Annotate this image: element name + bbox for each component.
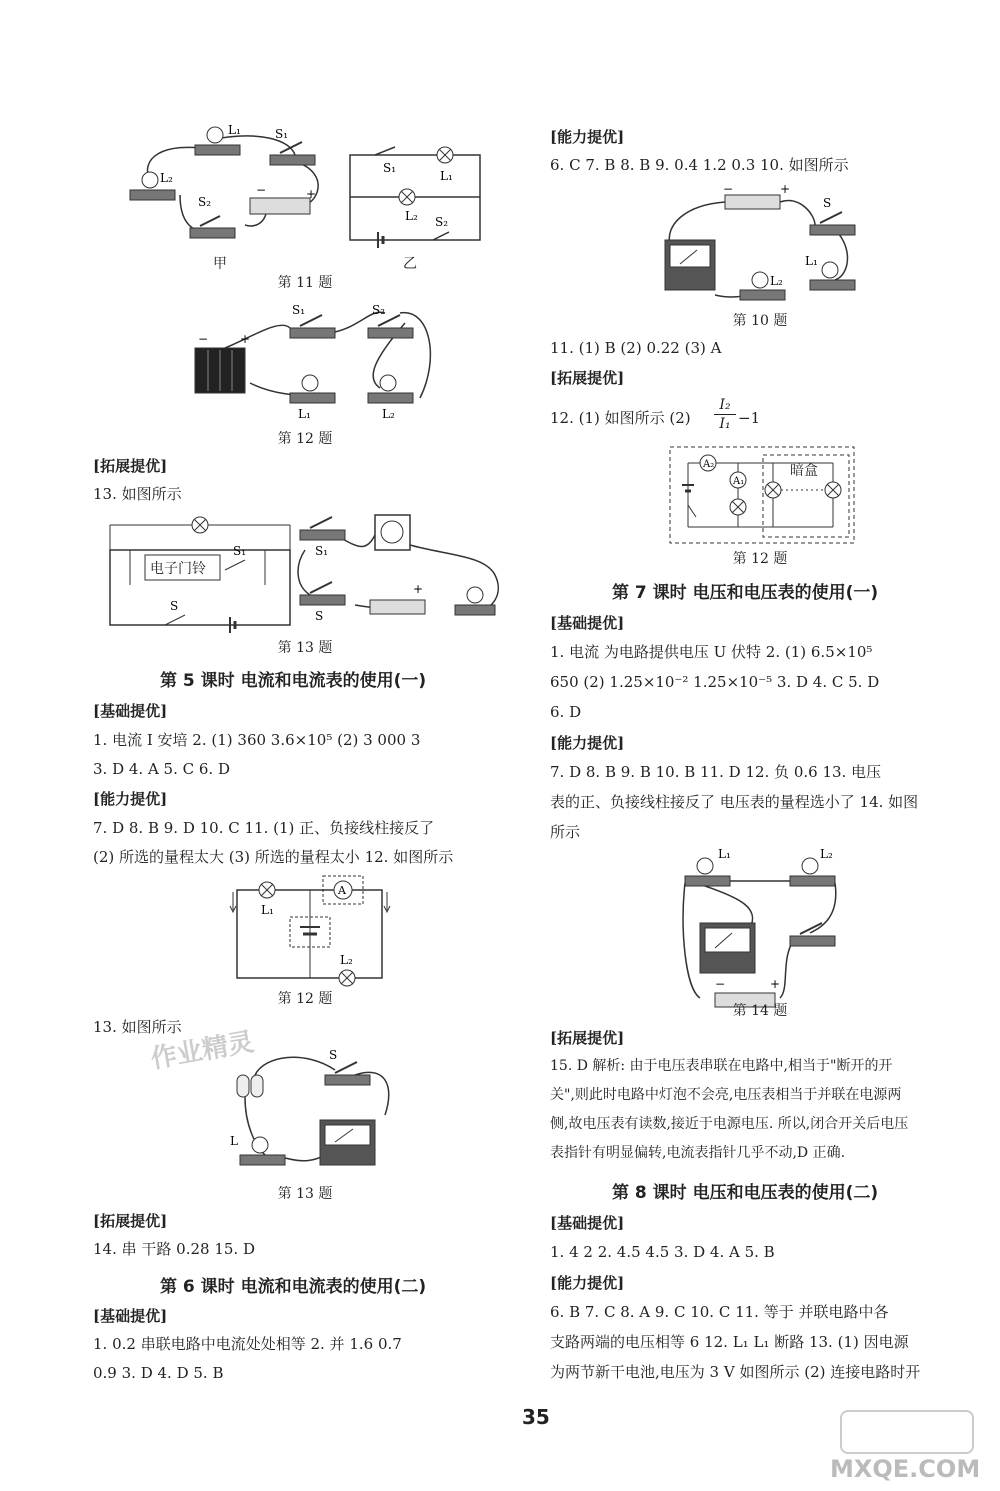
lesson5-title: 第 5 课时 电流和电流表的使用(一)	[160, 671, 427, 691]
l7-line8: 关",则此时电路中灯泡不会亮,电压表相当于并联在电源两	[550, 1087, 902, 1103]
l7-line10: 表指针有明显偏转,电流表指针几乎不动,D 正确.	[550, 1145, 846, 1161]
svg-text:L₁: L₁	[228, 123, 241, 137]
l8-line1: 1. 4 2 2. 4.5 4.5 3. D 4. A 5. B	[550, 1243, 775, 1261]
svg-text:S: S	[315, 609, 324, 623]
tag-ability-r2: [能力提优]	[550, 734, 625, 752]
fig11-yi-label: 乙	[403, 256, 417, 272]
right-line1: 6. C 7. B 8. B 9. 0.4 1.2 0.3 10. 如图所示	[550, 156, 849, 174]
logo-text: MXQE.COM	[830, 1455, 981, 1483]
l5-line3: 7. D 8. B 9. D 10. C 11. (1) 正、负接线柱接反了	[93, 819, 435, 837]
fig12-right-caption: 第 12 题	[732, 551, 788, 567]
l5-line5: 13. 如图所示	[93, 1018, 182, 1036]
tag-ability-r3: [能力提优]	[550, 1274, 625, 1292]
fig13a-pictorial	[295, 505, 505, 630]
logo-badge-icon	[840, 1410, 974, 1454]
svg-text:S₁: S₁	[292, 303, 306, 317]
svg-text:−: −	[198, 332, 209, 346]
fig13b-caption: 第 13 题	[277, 1186, 333, 1202]
tag-extension-r2: [拓展提优]	[550, 1029, 625, 1047]
site-logo	[820, 1410, 990, 1485]
svg-text:S₁: S₁	[233, 544, 247, 558]
svg-text:+: +	[770, 977, 781, 991]
tag-extension-r1: [拓展提优]	[550, 369, 625, 387]
svg-text:L₁: L₁	[440, 169, 453, 183]
l8-line3: 支路两端的电压相等 6 12. L₁ L₁ 断路 13. (1) 因电源	[550, 1333, 909, 1351]
fig13a-caption: 第 13 题	[277, 640, 333, 656]
right-line3: 12. (1) 如图所示 (2)	[550, 409, 691, 427]
l5-line4: (2) 所选的量程太大 (3) 所选的量程太小 12. 如图所示	[93, 848, 454, 866]
fig11-jia-label: 甲	[213, 256, 227, 272]
svg-text:L₂: L₂	[770, 274, 783, 288]
svg-text:L: L	[230, 1134, 238, 1148]
tag-ability-1: [能力提优]	[93, 790, 168, 808]
svg-text:A: A	[338, 884, 346, 897]
svg-text:+: +	[780, 182, 791, 196]
tag-basic-1: [基础提优]	[93, 702, 168, 720]
l6-line2: 0.9 3. D 4. D 5. B	[93, 1364, 224, 1382]
svg-text:A₁: A₁	[733, 476, 745, 487]
l7-line1: 1. 电流 为电路提供电压 U 伏特 2. (1) 6.5×10⁵	[550, 643, 873, 661]
fraction-tail: −1	[738, 409, 761, 427]
fig12a-diagram	[190, 298, 450, 421]
svg-text:S: S	[329, 1048, 338, 1062]
doorbell-label: 电子门铃	[150, 561, 206, 577]
right-line2: 11. (1) B (2) 0.22 (3) A	[550, 339, 722, 357]
tag-basic-r2: [基础提优]	[550, 1214, 625, 1232]
l7-line3: 6. D	[550, 703, 582, 721]
svg-text:S: S	[170, 599, 179, 613]
lesson8-title: 第 8 课时 电压和电压表的使用(二)	[612, 1183, 879, 1203]
svg-text:S₁: S₁	[315, 544, 329, 558]
tag-basic-r1: [基础提优]	[550, 614, 625, 632]
fig10-caption: 第 10 题	[732, 313, 788, 329]
svg-text:+: +	[306, 187, 317, 201]
fig14-caption: 第 14 题	[732, 1003, 788, 1019]
svg-text:L₂: L₂	[820, 847, 833, 861]
tag-extension-1: [拓展提优]	[93, 457, 168, 475]
fig12a-caption: 第 12 题	[277, 431, 333, 447]
fig12b-schematic	[225, 872, 395, 982]
l7-line7: 15. D 解析: 由于电压表串联在电路中,相当于"断开的开	[550, 1058, 893, 1074]
fig12b-caption: 第 12 题	[277, 991, 333, 1007]
tag-basic-2: [基础提优]	[93, 1307, 168, 1325]
watermark-1: 作业精灵	[148, 1027, 257, 1075]
svg-text:S₂: S₂	[435, 215, 449, 229]
fraction	[714, 396, 736, 433]
svg-text:A₂: A₂	[703, 459, 715, 470]
fig11-yi-diagram	[345, 150, 485, 245]
l7-line5: 表的正、负接线柱接反了 电压表的量程选小了 14. 如图	[550, 793, 919, 811]
l7-line4: 7. D 8. B 9. B 10. B 11. D 12. 负 0.6 13. 电压	[550, 763, 882, 781]
fraction-denominator: I₁	[719, 416, 731, 432]
svg-text:L₂: L₂	[160, 171, 173, 185]
svg-text:S₁: S₁	[275, 127, 289, 141]
lesson7-title: 第 7 课时 电压和电压表的使用(一)	[612, 583, 879, 603]
l7-line2: 650 (2) 1.25×10⁻² 1.25×10⁻⁵ 3. D 4. C 5. D	[550, 673, 880, 691]
svg-text:−: −	[256, 183, 267, 197]
svg-text:L₁: L₁	[718, 847, 731, 861]
svg-text:L₂: L₂	[340, 953, 353, 967]
svg-text:+: +	[240, 332, 251, 346]
svg-text:L₁: L₁	[298, 407, 311, 421]
lesson6-title: 第 6 课时 电流和电流表的使用(二)	[160, 1277, 427, 1297]
fig12-right-diagram	[668, 445, 856, 545]
l5-line2: 3. D 4. A 5. C 6. D	[93, 760, 230, 778]
page-number: 35	[522, 1405, 550, 1429]
fig10-diagram	[655, 182, 855, 310]
svg-text:S₂: S₂	[372, 303, 386, 317]
l8-line4: 为两节新干电池,电压为 3 V 如图所示 (2) 连接电路时开	[550, 1363, 921, 1381]
fig11-jia-diagram	[120, 120, 340, 250]
svg-text:L₂: L₂	[382, 407, 395, 421]
svg-text:−: −	[723, 182, 734, 196]
q13-text: 13. 如图所示	[93, 485, 182, 503]
tag-extension-2: [拓展提优]	[93, 1212, 168, 1230]
l8-line2: 6. B 7. C 8. A 9. C 10. C 11. 等于 并联电路中各	[550, 1303, 889, 1321]
svg-text:−: −	[715, 977, 726, 991]
l5-line6: 14. 串 干路 0.28 15. D	[93, 1240, 255, 1258]
fig13b-pictorial	[225, 1045, 395, 1175]
svg-text:L₁: L₁	[805, 254, 818, 268]
black-box-label: 暗盒	[790, 463, 818, 479]
fig14-diagram	[680, 848, 840, 1023]
svg-text:L₂: L₂	[405, 209, 418, 223]
svg-text:S₂: S₂	[198, 195, 212, 209]
l6-line1: 1. 0.2 串联电路中电流处处相等 2. 并 1.6 0.7	[93, 1335, 402, 1353]
svg-text:S₁: S₁	[383, 161, 397, 175]
l7-line9: 侧,故电压表有读数,接近于电源电压. 所以,闭合开关后电压	[550, 1116, 909, 1132]
l5-line1: 1. 电流 I 安培 2. (1) 360 3.6×10⁵ (2) 3 000 3	[93, 731, 421, 749]
svg-text:+: +	[413, 582, 424, 596]
fraction-numerator: I₂	[714, 396, 736, 415]
l7-line6: 所示	[550, 823, 581, 841]
svg-text:S: S	[823, 196, 832, 210]
svg-text:L₁: L₁	[261, 903, 274, 917]
fig11-caption: 第 11 题	[277, 275, 333, 291]
tag-ability-r1: [能力提优]	[550, 128, 625, 146]
